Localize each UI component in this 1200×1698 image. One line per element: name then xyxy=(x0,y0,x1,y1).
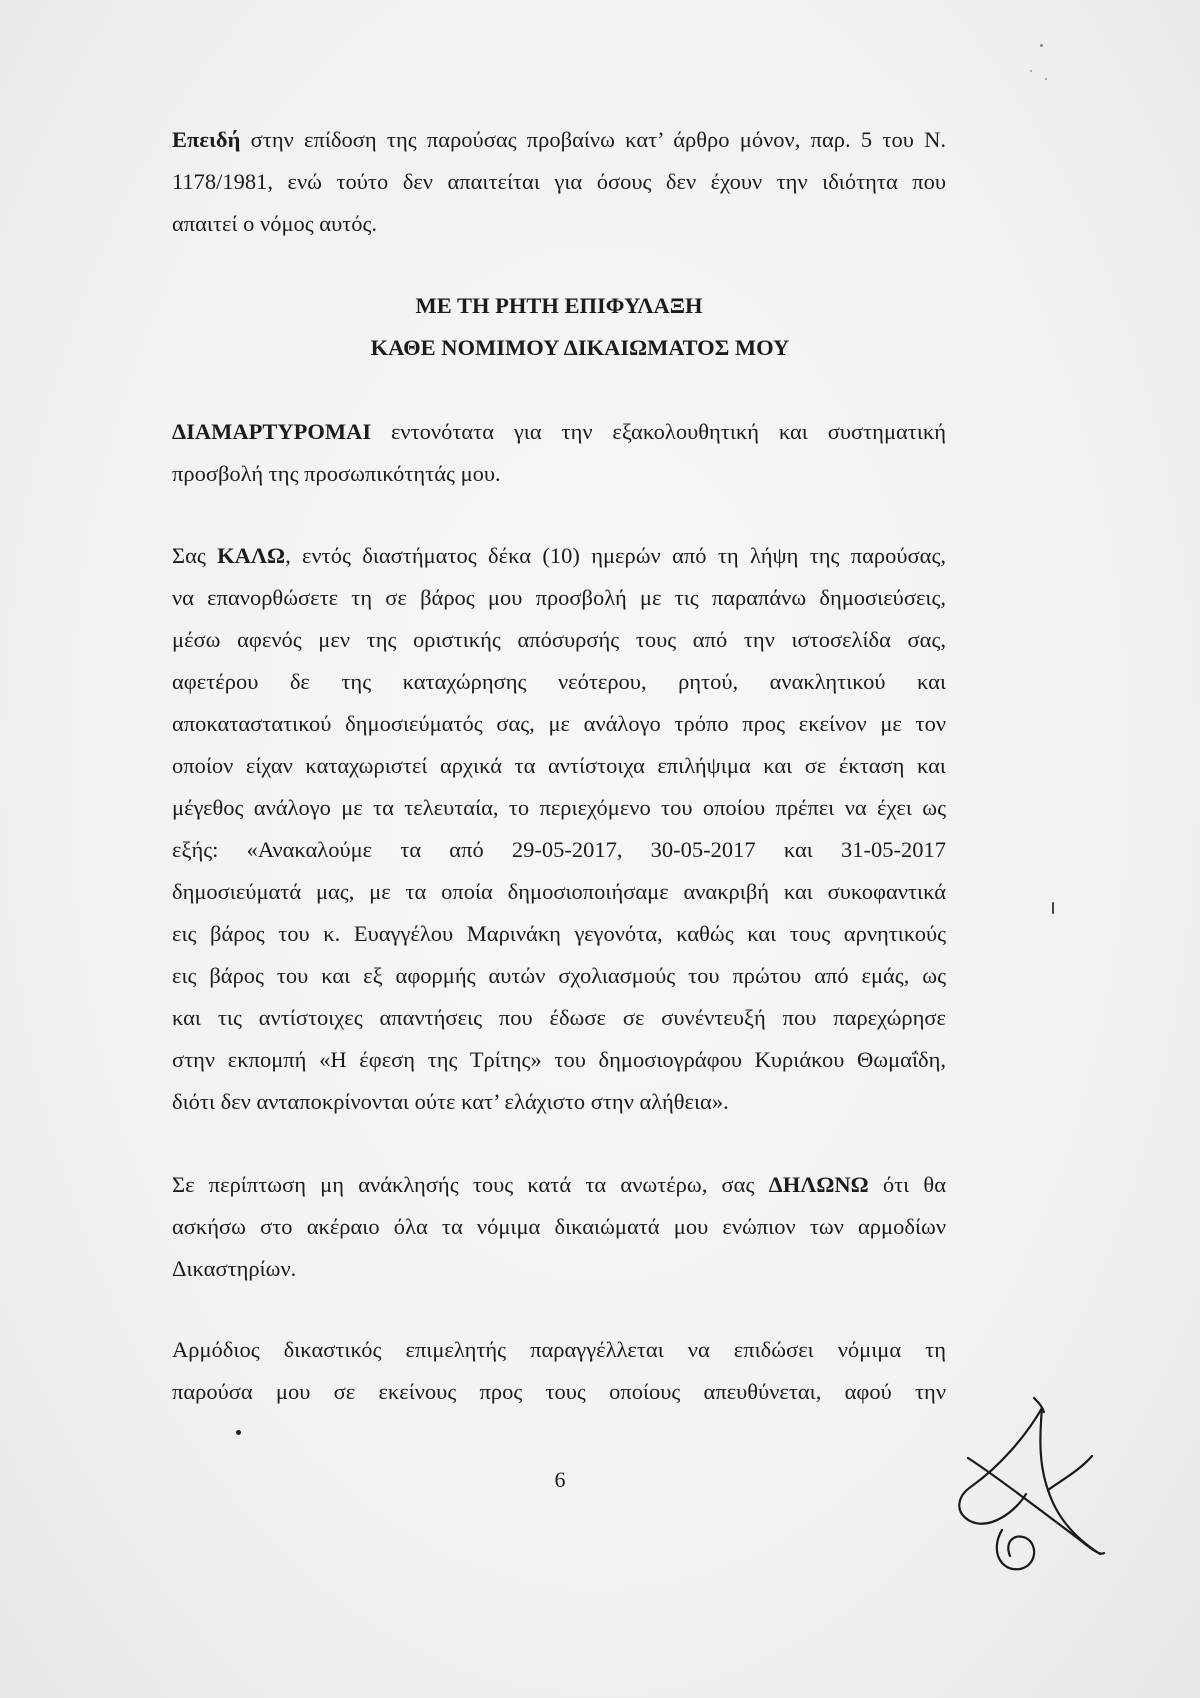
paragraph-line: και τις αντίστοιχες απαντήσεις που έδωσε σε συνέντευξή που παρεχώρησε xyxy=(172,1005,946,1030)
signature-stroke xyxy=(1048,1456,1092,1490)
line-text: εντονότατα για την εξακολουθητική και συστηματική xyxy=(371,419,946,444)
bold-keyword: ΚΑΛΩ xyxy=(217,543,286,568)
signature xyxy=(930,1390,1120,1580)
paragraph-line: προσβολή της προσωπικότητάς μου. xyxy=(172,461,501,486)
paragraph-line: ασκήσω στο ακέραιο όλα τα νόμιμα δικαιώματά μου ενώπιον των αρμοδίων xyxy=(172,1214,946,1239)
paragraph-line: στην εκπομπή «Η έφεση της Τρίτης» του δημοσιογράφου Κυριάκου Θωμαΐδη, xyxy=(172,1047,946,1072)
paragraph-summons xyxy=(172,535,946,1123)
scan-speck xyxy=(1030,70,1032,72)
paragraph-line xyxy=(172,411,946,453)
paragraph-line: εξής: «Ανακαλούμε τα από 29-05-2017, 30-05-2017 και 31-05-2017 xyxy=(172,837,946,862)
paragraph-line: εις βάρος του και εξ αφορμής αυτών σχολιασμούς του πρώτου από εμάς, ως xyxy=(172,963,946,988)
paragraph-line: Αρμόδιος δικαστικός επιμελητής παραγγέλλεται να επιδώσει νόμιμα τη xyxy=(172,1337,946,1362)
paragraph-line: οποίον είχαν καταχωριστεί αρχικά τα αντίστοιχα επιλήψιμα και σε έκταση και xyxy=(172,753,946,778)
paragraph-line xyxy=(172,535,946,577)
line-text: ότι θα xyxy=(868,1172,946,1197)
page-number: 6 xyxy=(554,1467,566,1492)
signature-stroke xyxy=(968,1458,1104,1554)
paragraph-service-note xyxy=(172,119,946,245)
reservation-heading-line-2: ΚΑΘΕ ΝΟΜΙΜΟΥ ΔΙΚΑΙΩΜΑΤΟΣ ΜΟΥ xyxy=(370,335,790,360)
ink-dot xyxy=(236,1430,241,1435)
bold-keyword: ΔΙΑΜΑΡΤΥΡΟΜΑΙ xyxy=(172,419,372,444)
signature-stroke xyxy=(1034,1398,1044,1412)
paragraph-line: αφετέρου δε της καταχώρησης νεότερου, ρητού, ανακλητικού και xyxy=(172,669,946,694)
paragraph-declaration xyxy=(172,1164,946,1290)
bold-keyword: Επειδή xyxy=(172,127,241,152)
line-text: , εντός διαστήματος δέκα (10) ημερών από τη λήψη της παρούσας, xyxy=(285,543,946,568)
paragraph-line: αποκαταστατικού δημοσιεύματός σας, με ανάλογο τρόπο προς εκείνον με τον xyxy=(172,711,946,736)
paragraph-line: Δικαστηρίων. xyxy=(172,1256,297,1281)
signature-stroke xyxy=(997,1530,1034,1569)
paragraph-line: παρούσα μου σε εκείνους προς τους οποίους απευθύνεται, αφού την xyxy=(172,1379,946,1404)
paragraph-line: δημοσιεύματά μας, με τα οποία δημοσιοποιήσαμε ανακριβή και συκοφαντικά xyxy=(172,879,946,904)
line-text: Σας xyxy=(172,543,218,568)
scan-mark xyxy=(1052,902,1054,914)
line-text: Σε περίπτωση μη ανάκλησής τους κατά τα ανωτέρω, σας xyxy=(172,1172,769,1197)
paragraph-line: απαιτεί ο νόμος αυτός. xyxy=(172,211,378,236)
paragraph-line xyxy=(172,119,946,161)
paragraph-bailiff-order xyxy=(172,1329,946,1413)
line-text: στην επίδοση της παρούσας προβαίνω κατ’ άρθρο μόνον, παρ. 5 του Ν. xyxy=(240,127,946,152)
scan-speck xyxy=(1040,44,1043,47)
paragraph-line: εις βάρος του κ. Ευαγγέλου Μαρινάκη γεγονότα, καθώς και τους αρνητικούς xyxy=(172,921,946,946)
scan-speck xyxy=(1045,78,1047,80)
paragraph-line: μέσω αφενός μεν της οριστικής απόσυρσής τους από την ιστοσελίδα σας, xyxy=(172,627,946,652)
reservation-heading-line-1: ΜΕ ΤΗ ΡΗΤΗ ΕΠΙΦΥΛΑΞΗ xyxy=(415,293,703,318)
paragraph-line: μέγεθος ανάλογο με τα τελευταία, το περιεχόμενο του οποίου πρέπει να έχει ως xyxy=(172,795,946,820)
paragraph-protest xyxy=(172,411,946,495)
paragraph-line: 1178/1981, ενώ τούτο δεν απαιτείται για όσους δεν έχουν την ιδιότητα που xyxy=(172,169,946,194)
signature-stroke xyxy=(959,1408,1042,1524)
paragraph-line: να επανορθώσετε τη σε βάρος μου προσβολή με τις παραπάνω δημοσιεύσεις, xyxy=(172,585,946,610)
paragraph-line xyxy=(172,1164,946,1206)
paragraph-line: διότι δεν ανταποκρίνονται ούτε κατ’ ελάχιστο στην αλήθεια». xyxy=(172,1089,729,1114)
bold-keyword: ΔΗΛΩΝΩ xyxy=(768,1172,869,1197)
